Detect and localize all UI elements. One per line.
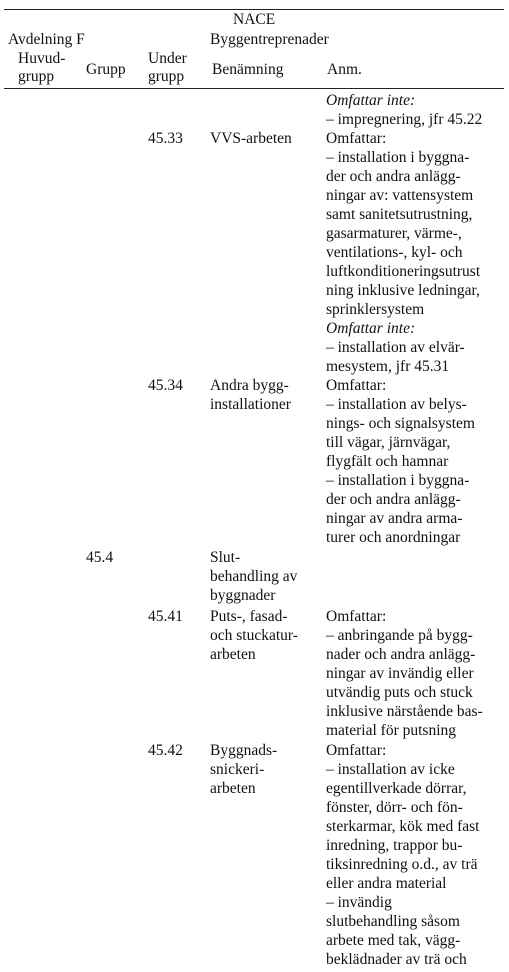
anm-45-41-line: – anbringande på bygg- <box>326 627 473 644</box>
col-header-huvudgrupp-line1: Huvud- <box>18 50 66 67</box>
anm-45-33-line: sprinklersystem <box>326 301 425 318</box>
anm-45-41-line: utvändig puts och stuck <box>326 684 473 701</box>
name-45-34-line: installationer <box>210 396 291 413</box>
name-45-42 <box>210 741 277 798</box>
anm-45-33-line: – installation i byggna- <box>326 149 470 166</box>
code-45-34: 45.34 <box>148 377 183 394</box>
anm-45-42-line: inredning, trappor bu- <box>326 837 463 854</box>
anm-45-42-line: eller andra material <box>326 875 447 892</box>
name-45-4-line: behandling av <box>210 568 298 585</box>
name-45-33-line: VVS-arbeten <box>210 130 292 147</box>
anm-45-42-line: sterkarmar, kök med fast <box>326 818 480 835</box>
col-header-undergrupp-line2: grupp <box>148 68 185 85</box>
anm-45-41-line: nader och andra anlägg- <box>326 646 476 663</box>
col-header-huvudgrupp-line2: grupp <box>18 68 55 85</box>
name-45-41-line: och stuckatur- <box>210 627 298 644</box>
entry-continuation-anm-line: Omfattar inte: <box>326 92 416 109</box>
name-45-42-line: arbeten <box>210 780 256 797</box>
code-45-42: 45.42 <box>148 742 183 759</box>
anm-45-34-line: turer och anordningar <box>326 529 461 546</box>
name-45-34 <box>210 376 291 414</box>
anm-45-42-line: slutbehandling såsom <box>326 913 460 930</box>
group-45-4: 45.4 <box>86 549 114 566</box>
name-45-42-line: snickeri- <box>210 761 265 778</box>
name-45-4-line: Slut- <box>210 549 241 566</box>
anm-45-34-line: Omfattar: <box>326 377 387 394</box>
anm-45-33-line: samt sanitetsutrustning, <box>326 206 473 223</box>
name-45-41 <box>210 607 298 664</box>
anm-45-42-line: fönster, dörr- och fön- <box>326 799 463 816</box>
anm-45-41-line: material för putsning <box>326 722 456 739</box>
name-45-42-line: Byggnads- <box>210 742 278 759</box>
code-45-41: 45.41 <box>148 608 183 625</box>
anm-45-41-line: Omfattar: <box>326 608 387 625</box>
anm-45-34-line: der och andra anlägg- <box>326 491 461 508</box>
anm-45-34-line: – installation i byggna- <box>326 472 470 489</box>
anm-45-33-line: Omfattar: <box>326 130 387 147</box>
name-45-4 <box>210 548 297 605</box>
anm-45-33-line: gasarmaturer, värme-, <box>326 225 462 242</box>
col-header-undergrupp <box>148 50 187 86</box>
name-45-33 <box>210 129 292 148</box>
anm-45-34-line: ningar av andra arma- <box>326 510 463 527</box>
anm-45-42 <box>326 741 506 969</box>
anm-45-41-line: ningar av invändig eller <box>326 665 474 682</box>
entry-continuation-anm <box>326 91 506 129</box>
anm-45-41 <box>326 607 506 740</box>
header-rule <box>4 88 504 89</box>
nace-label: NACE <box>233 11 276 28</box>
anm-45-33 <box>326 129 506 376</box>
anm-45-42-line: egentillverkade dörrar, <box>326 780 467 797</box>
anm-45-34-line: nings- och signalsystem <box>326 415 475 432</box>
anm-45-33-line: mesystem, jfr 45.31 <box>326 358 450 375</box>
entry-continuation-anm-line: – impregnering, jfr 45.22 <box>326 111 483 128</box>
anm-45-33-line: ning inklusive ledningar, <box>326 282 480 299</box>
anm-45-33-line: Omfattar inte: <box>326 320 416 337</box>
anm-45-33-line: ningar av: vattensystem <box>326 187 474 204</box>
col-header-benamning: Benämning <box>212 61 284 78</box>
col-header-grupp: Grupp <box>86 61 126 78</box>
avdelning-label: Avdelning F <box>8 31 85 48</box>
anm-45-33-line: ventilations-, kyl- och <box>326 244 463 261</box>
anm-45-41-line: inklusive närstående bas- <box>326 703 483 720</box>
name-45-41-line: arbeten <box>210 646 256 663</box>
anm-45-34-line: flygfält och hamnar <box>326 453 449 470</box>
name-45-41-line: Puts-, fasad- <box>210 608 288 625</box>
name-45-4-line: byggnader <box>210 587 276 604</box>
col-header-anm: Anm. <box>327 61 362 78</box>
col-header-undergrupp-line1: Under <box>148 50 187 67</box>
anm-45-42-line: – installation av icke <box>326 761 455 778</box>
anm-45-33-line: der och andra anlägg- <box>326 168 461 185</box>
section-title: Byggentreprenader <box>210 31 329 48</box>
anm-45-34 <box>326 376 506 547</box>
name-45-34-line: Andra bygg- <box>210 377 289 394</box>
anm-45-33-line: luftkonditioneringsutrust <box>326 263 481 280</box>
col-header-huvudgrupp <box>18 50 65 86</box>
code-45-33: 45.33 <box>148 130 183 147</box>
anm-45-42-line: tiksinredning o.d., av trä <box>326 856 478 873</box>
anm-45-34-line: till vägar, järnvägar, <box>326 434 451 451</box>
anm-45-42-line: arbete med tak, vägg- <box>326 932 461 949</box>
anm-45-33-line: – installation av elvär- <box>326 339 465 356</box>
anm-45-42-line: beklädnader av trä och <box>326 951 467 968</box>
anm-45-42-line: Omfattar: <box>326 742 387 759</box>
anm-45-34-line: – installation av belys- <box>326 396 467 413</box>
anm-45-42-line: – invändig <box>326 894 392 911</box>
